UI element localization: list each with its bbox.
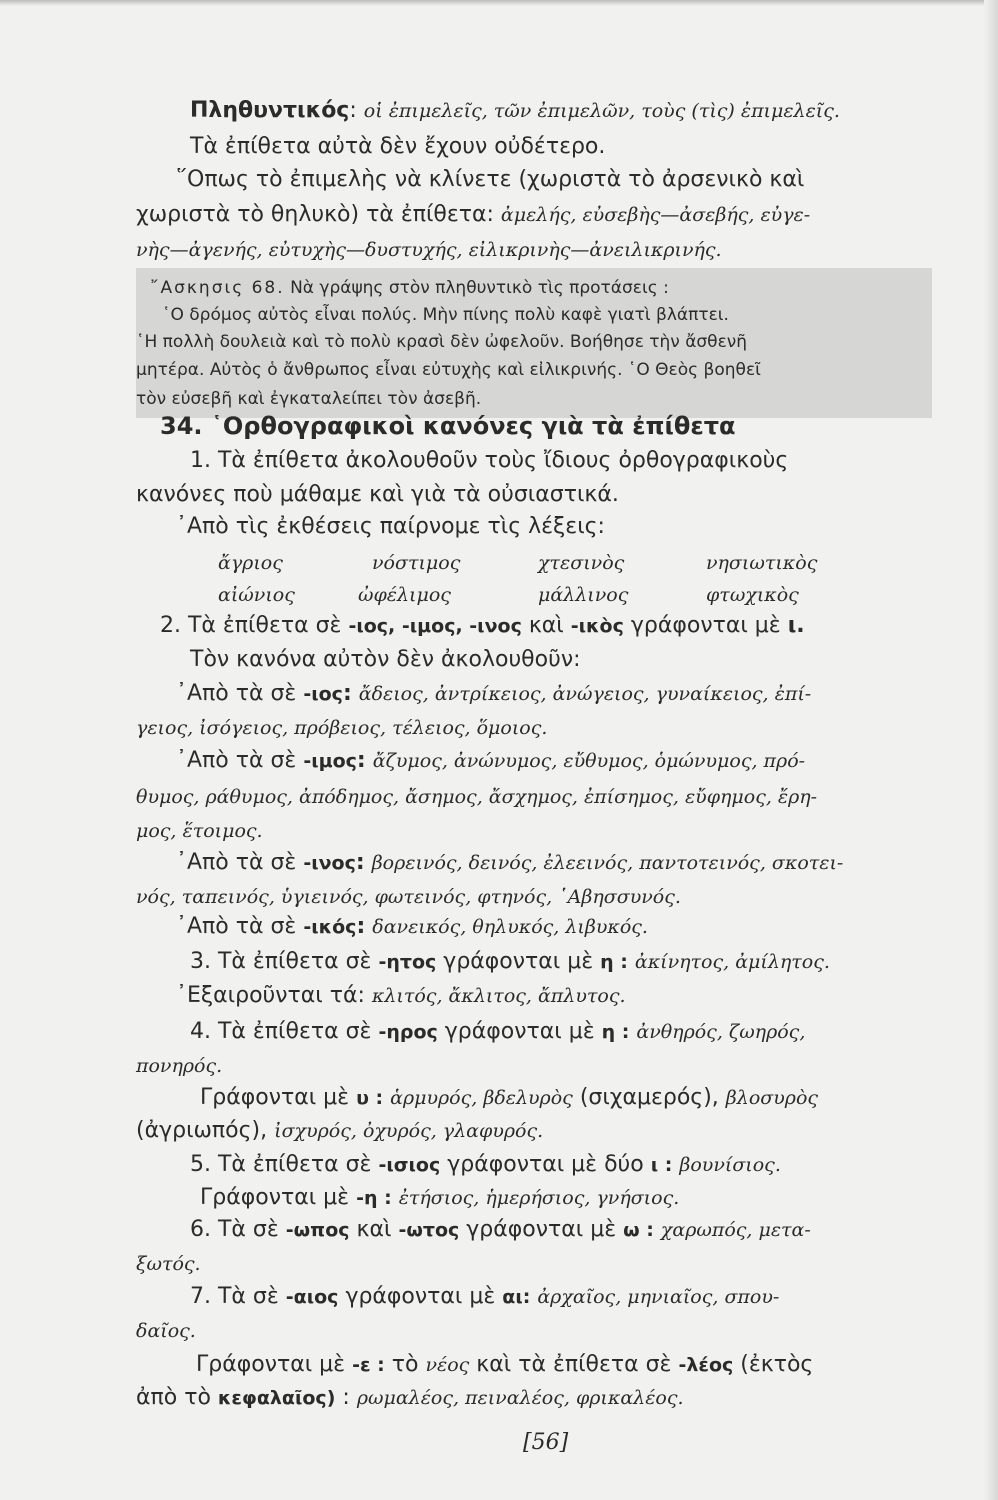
word-example: φτωχικὸς (706, 584, 799, 606)
word-example: ὠφέλιμος (358, 584, 451, 606)
rule2-ios-words1: ἄδειος, ἀντρίκειος, ἀνώγειος, γυναίκειος, ἐπί- (358, 683, 812, 705)
rule6-mid: καὶ (356, 1217, 392, 1242)
rule5-post: γράφονται μὲ δύο (447, 1152, 644, 1177)
rule4-u-words2: ἰσχυρός, ὀχυρός, γλαφυρός. (274, 1120, 544, 1142)
rule3-exc-words: κλιτός, ἄκλιτος, ἄπλυτος. (371, 985, 626, 1007)
rule7-e-mid1: τὸ (391, 1352, 419, 1377)
rule2-imos-words3: μος, ἕτοιμος. (136, 820, 263, 842)
word-example: ἄγριος (218, 552, 283, 574)
rule2-ikos-end: -ικός (303, 916, 357, 938)
rule4-u-paren1: (σιχαμερός), (579, 1085, 719, 1110)
rule2-ending-ikos: -ικὸς (570, 615, 624, 637)
rule7-e-line2 (136, 1385, 684, 1411)
rule5-eta-words: ἐτήσιος, ἡμερήσιος, γνήσιος. (398, 1187, 680, 1209)
exercise-instruction: Νὰ γράψης στὸν πληθυντικὸ τὶς προτάσεις : (290, 278, 669, 298)
section-heading (160, 413, 736, 439)
plural-line (190, 98, 840, 124)
rule2-imos-pre: ᾿Απὸ τὰ σὲ (176, 748, 297, 773)
rule6-end1: -ωπος (285, 1219, 350, 1241)
rule7-words1: ἀρχαῖος, μηνιαῖος, σπου- (537, 1286, 780, 1308)
rule1-line3: ᾿Απὸ τὶς ἐκθέσεις παίρνομε τὶς λέξεις: (176, 514, 605, 539)
rule4-pre: 4. Τὰ ἐπίθετα σὲ (190, 1019, 372, 1044)
rule2-letter: ι. (787, 613, 805, 638)
rule7-pre: 7. Τὰ σὲ (190, 1284, 279, 1309)
rule2-inos-line1: ᾿Απὸ τὰ σὲ -ινος: βορεινός, δεινός, ἐλεεινός, παντοτεινός, σκοτει- (176, 850, 844, 875)
rule7-line1 (190, 1284, 779, 1310)
exercise-line3: ῾Η πολλὴ δουλειὰ καὶ τὸ πολὺ κρασὶ δὲν ὠφελοῦν. Βοήθησε τὴν ἄσθενῆ (136, 332, 748, 352)
word-example: νησιωτικὸς (706, 552, 818, 574)
rule1-line2: κανόνες ποὺ μάθαμε καὶ γιὰ τὰ οὐσιαστικά. (136, 482, 619, 507)
rule4-words1: ἀνθηρός, ζωηρός, (636, 1021, 806, 1043)
exercise-line5: τὸν εὐσεβῆ καὶ ἐγκαταλείπει τὸν ἀσεβῆ. (136, 389, 482, 409)
rule6-pre: 6. Τὰ σὲ (190, 1217, 279, 1242)
rule7-e-word: νέος (425, 1354, 470, 1376)
plural-label: Πληθυντικός (190, 98, 350, 123)
rule7-e-words: ρωμαλέος, πειναλέος, φρικαλέος. (356, 1387, 684, 1409)
rule7-end: -αιος (285, 1286, 339, 1308)
rule2-line2: Τὸν κανόνα αὐτὸν δὲν ἀκολουθοῦν: (190, 647, 581, 672)
rule2-inos-words1: βορεινός, δεινός, ἐλεεινός, παντοτεινός, σκοτει- (371, 852, 844, 874)
rule7-words2: δαῖος. (136, 1320, 196, 1342)
rule2-imos-end: -ιμος (303, 750, 357, 772)
rule4-u-words1: ἁρμυρός, βδελυρὸς (390, 1087, 573, 1109)
rule5-words: βουνίσιος. (679, 1154, 781, 1176)
rule2-inos-words2: νός, ταπεινός, ὑγιεινός, φωτεινός, φτηνός, ῾Αβησσυνός. (136, 886, 681, 908)
rule7-e-kef: κεφαλαῖος) (217, 1387, 336, 1409)
para1-line1: Τὰ ἐπίθετα αὐτὰ δὲν ἔχουν οὐδέτερο. (190, 134, 606, 159)
rule3-letter: η : (600, 951, 628, 973)
word-example: μάλλινος (538, 584, 629, 606)
rule2-inos-pre: ᾿Απὸ τὰ σὲ (176, 850, 297, 875)
rule5-pre: 5. Τὰ ἐπίθετα σὲ (190, 1152, 372, 1177)
rule7-e-mid2: καὶ τὰ ἐπίθετα σὲ (476, 1352, 672, 1377)
plural-forms: οἱ ἐπιμελεῖς, τῶν ἐπιμελῶν, τοὺς (τὶς) ἐπιμελεῖς. (363, 100, 840, 122)
rule2-ikos-line: ᾿Απὸ τὰ σὲ -ικός: δανεικός, θηλυκός, λιβυκός. (176, 914, 648, 939)
rule2-imos-words2: θυμος, ράθυμος, ἀπόδημος, ἄσημος, ἄσχημος, ἐπίσημος, εὔφημος, ἔρη- (136, 786, 818, 808)
rule2-endings: -ιος, -ιμος, -ινος (348, 615, 522, 637)
rule6-line1 (190, 1217, 811, 1243)
rule5-line1 (190, 1152, 781, 1178)
rule3-line1 (190, 949, 830, 975)
rule6-words2: ξωτός. (136, 1253, 201, 1275)
word-example: νόστιμος (372, 552, 461, 574)
rule4-u-words1b: βλοσυρὸς (725, 1087, 819, 1109)
rule4-u-line2 (136, 1118, 543, 1144)
section-number: 34. (160, 412, 203, 440)
rule7-e-leos: -λέος (678, 1354, 734, 1376)
word-example: χτεσινὸς (538, 552, 625, 574)
rule4-letter: η : (601, 1021, 630, 1043)
rule2-ikos-pre: ᾿Απὸ τὰ σὲ (176, 914, 297, 939)
rule2-imos-line1: ᾿Απὸ τὰ σὲ -ιμος: ἄζυμος, ἀνώνυμος, εὔθυμος, ὁμώνυμος, πρό- (176, 748, 806, 773)
rule2-line1 (160, 613, 805, 639)
para1-line4: νὴς—ἀγενής, εὐτυχὴς—δυστυχής, εἰλικρινὴς—ἀνειλικρινής. (136, 239, 722, 261)
rule4-words2: πονηρός. (136, 1055, 223, 1077)
plural-colon: : (349, 98, 357, 123)
para1-line3-text: χωριστὰ τὸ θηλυκὸ) τὰ ἐπίθετα: (136, 202, 494, 227)
rule4-u-letter: υ : (356, 1087, 384, 1109)
rule2-ikos-words: δανεικός, θηλυκός, λιβυκός. (372, 916, 648, 938)
exercise-label: ῎Ασκησις 68. (150, 278, 285, 298)
rule2-ios-end: -ιος (303, 683, 343, 705)
rule5-eta-end: -η : (356, 1187, 392, 1209)
rule3-exc-pre: ᾿Εξαιροῦνται τά: (176, 983, 365, 1008)
rule7-e-pre: Γράφονται μὲ (196, 1352, 346, 1377)
rule7-e-line2-pre: ἀπὸ τὸ (136, 1385, 211, 1410)
rule1-line1: 1. Τὰ ἐπίθετα ἀκολουθοῦν τοὺς ἴδιους ὀρθογραφικοὺς (190, 448, 789, 473)
rule5-eta-line (200, 1185, 679, 1211)
rule5-letter: ι : (650, 1154, 673, 1176)
rule7-post: γράφονται μὲ (345, 1284, 496, 1309)
rule3-post: γράφονται μὲ (443, 949, 594, 974)
rule4-u-line1 (200, 1085, 818, 1111)
rule2-inos-end: -ινος (303, 852, 356, 874)
rule4-post: γράφονται μὲ (444, 1019, 595, 1044)
rule6-post: γράφονται μὲ (466, 1217, 617, 1242)
page-number: [56] (523, 1430, 569, 1455)
rule2-ios-line1: ᾿Απὸ τὰ σὲ -ιος: ἄδειος, ἀντρίκειος, ἀνώγειος, γυναίκειος, ἐπί- (176, 681, 812, 706)
rule7-e-end: -ε : (352, 1354, 385, 1376)
rule5-eta-pre: Γράφονται μὲ (200, 1185, 350, 1210)
para1-line2: ῞Οπως τὸ ἐπιμελὴς νὰ κλίνετε (χωριστὰ τὸ ἀρσενικὸ καὶ (176, 167, 805, 192)
rule4-u-paren2: (ἀγριωπός), (136, 1118, 268, 1143)
rule7-e-colon: : (342, 1385, 350, 1410)
rule4-u-pre: Γράφονται μὲ (200, 1085, 350, 1110)
section-title: ῾Ορθογραφικοὶ κανόνες γιὰ τὰ ἐπίθετα (210, 412, 736, 440)
exercise-line2: ῾Ο δρόμος αὐτὸς εἶναι πολύς. Μὴν πίνης πολὺ καφὲ γιατὶ βλάπτει. (162, 305, 729, 325)
exercise-line1 (150, 277, 669, 299)
rule2-mid: καὶ (528, 613, 564, 638)
rule2-pre: 2. Τὰ ἐπίθετα σὲ (160, 613, 342, 638)
rule7-e-line1 (196, 1352, 813, 1378)
exercise-line4: μητέρα. Αὐτὸς ὁ ἄνθρωπος εἶναι εὐτυχὴς καὶ εἰλικρινής. ῾Ο Θεὸς βοηθεῖ (136, 360, 761, 380)
rule3-pre: 3. Τὰ ἐπίθετα σὲ (190, 949, 372, 974)
para1-line3-words: ἀμελής, εὐσεβὴς—ἀσεβής, εὐγε- (500, 204, 811, 226)
rule6-words1: χαρωπός, μετα- (660, 1219, 811, 1241)
rule4-line1 (190, 1019, 805, 1045)
rule6-end2: -ωτος (398, 1219, 460, 1241)
rule6-letter: ω : (623, 1219, 654, 1241)
para1-line3 (136, 202, 810, 228)
rule2-imos-words1: ἄζυμος, ἀνώνυμος, εὔθυμος, ὁμώνυμος, πρό- (372, 750, 806, 772)
word-example: αἰώνιος (218, 584, 295, 606)
rule4-end: -ηρος (378, 1021, 438, 1043)
rule3-words: ἀκίνητος, ἀμίλητος. (634, 951, 830, 973)
rule7-e-paren: (ἐκτὸς (740, 1352, 814, 1377)
rule7-letter: αι: (502, 1286, 531, 1308)
rule2-ios-pre: ᾿Απὸ τὰ σὲ (176, 681, 297, 706)
rule3-end: -ητος (378, 951, 437, 973)
rule5-end: -ισιος (378, 1154, 441, 1176)
rule3-exceptions (176, 983, 626, 1009)
rule2-ios-words2: γειος, ἰσόγειος, πρόβειος, τέλειος, ὅμοιος. (136, 717, 548, 739)
rule2-post: γράφονται μὲ (630, 613, 781, 638)
